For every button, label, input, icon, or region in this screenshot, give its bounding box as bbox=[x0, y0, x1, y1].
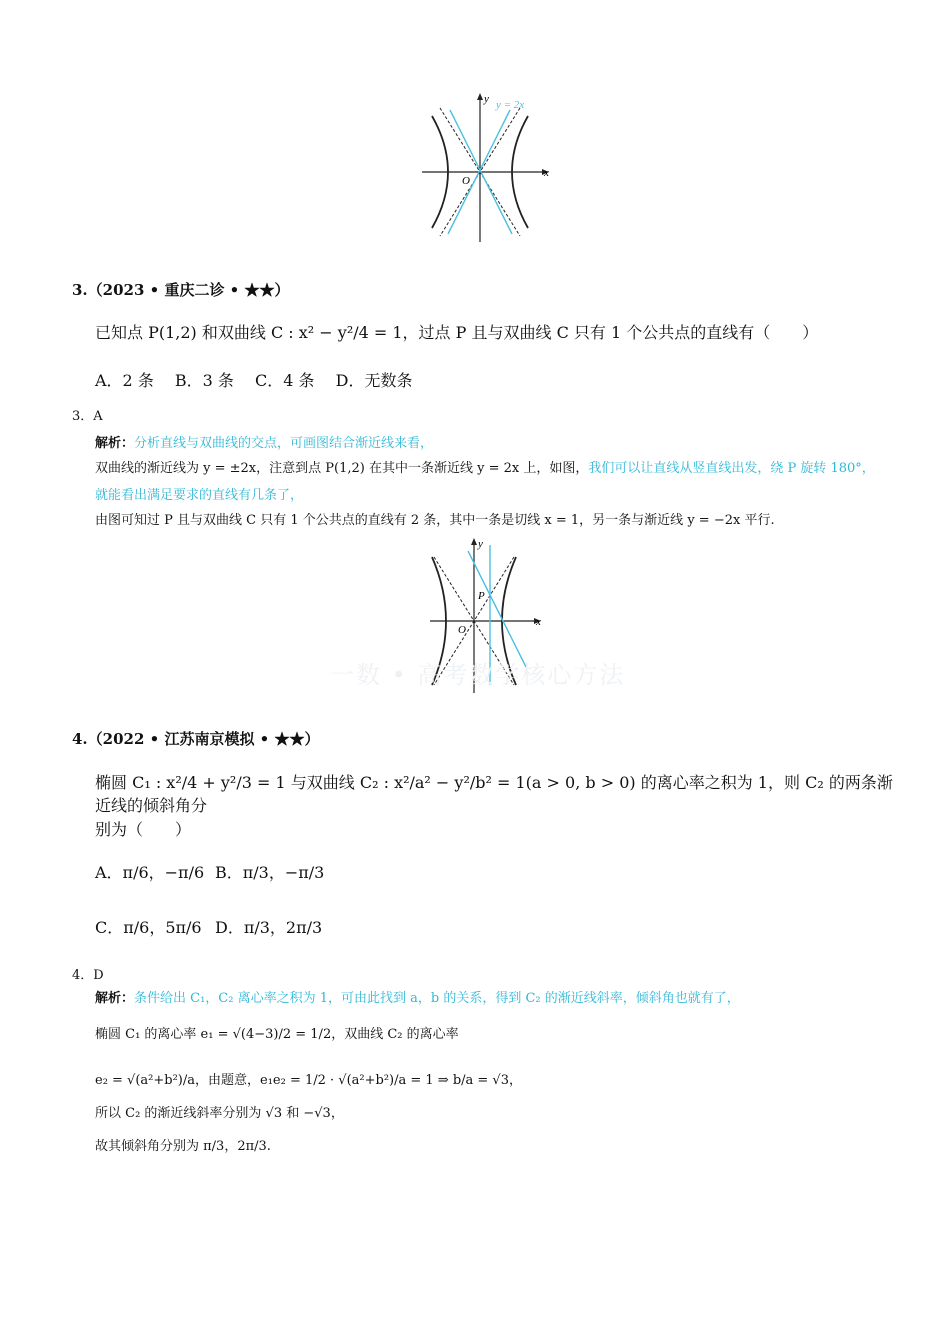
q4-analysis-line4: 故其倾斜角分别为 π/3，2π/3. bbox=[95, 1139, 271, 1154]
q3-answer: 3．A bbox=[72, 409, 103, 424]
q4-analysis-line0 bbox=[95, 990, 915, 1008]
q4-analysis-line1: 椭圆 C₁ 的离心率 e₁ = √(4−3)/2 = 1/2，双曲线 C₂ 的离心率 bbox=[95, 1027, 459, 1042]
q3-options: A．2 条 B．3 条 C．4 条 D．无数条 bbox=[95, 371, 413, 390]
label-y: y bbox=[484, 93, 489, 105]
q3-analysis-line1 bbox=[95, 435, 433, 453]
q4-analysis-line3: 所以 C₂ 的渐近线斜率分别为 √3 和 −√3， bbox=[95, 1106, 344, 1121]
hyperbola-figure-1 bbox=[418, 88, 558, 246]
q3-analysis-line4: 由图可知过 P 且与双曲线 C 只有 1 个公共点的直线有 2 条，其中一条是切线 x = 1，另一条与渐近线 y = −2x 平行. bbox=[95, 513, 775, 528]
label-x: x bbox=[544, 167, 549, 179]
y-axis-arrow bbox=[471, 538, 477, 545]
q4-stem-line1: 椭圆 C₁ : x²/4 + y²/3 = 1 与双曲线 C₂ : x²/a² − y²/b² = 1(a > 0, b > 0) 的离心率之积为 1，则 C₂ 的两条渐近线的倾斜角分 bbox=[95, 773, 893, 815]
analysis-hint: 分析直线与双曲线的交点，可画图结合渐近线来看， bbox=[134, 436, 434, 451]
analysis-label: 解析： bbox=[95, 436, 135, 451]
q4-option-d: D．π/3，2π/3 bbox=[215, 918, 323, 937]
analysis-label: 解析： bbox=[95, 991, 135, 1006]
q4-analysis-line2: e₂ = √(a²+b²)/a，由题意，e₁e₂ = 1/2 · √(a²+b²)/a = 1 ⇒ b/a = √3， bbox=[95, 1073, 522, 1088]
q4-option-a: A．π/6，−π/6 bbox=[95, 863, 205, 882]
label-P: P bbox=[478, 590, 485, 602]
label-line: y = 2x bbox=[496, 99, 525, 111]
label-origin: O bbox=[462, 175, 470, 187]
q3-stem: 已知点 P(1,2) 和双曲线 C : x² − y²/4 = 1，过点 P 且与双曲线 C 只有 1 个公共点的直线有（ ） bbox=[95, 323, 819, 342]
line2-text: 双曲线的渐近线为 y = ±2x，注意到点 P(1,2) 在其中一条渐近线 y = 2x 上，如图， bbox=[95, 461, 589, 476]
q4-stem-line2: 别为（ ） bbox=[95, 820, 192, 839]
q4-answer: 4．D bbox=[72, 968, 104, 983]
q3-header: 3.（2023 • 重庆二诊 • ★★） bbox=[72, 281, 290, 299]
analysis-hint: 条件给出 C₁，C₂ 离心率之积为 1，可由此找到 a，b 的关系，得到 C₂ 的渐近线斜率，倾斜角也就有了， bbox=[134, 991, 740, 1006]
q3-analysis-line3: 就能看出满足要求的直线有几条了， bbox=[95, 488, 304, 503]
q4-option-c: C．π/6，5π/6 bbox=[95, 918, 202, 937]
label-x: x bbox=[536, 616, 541, 628]
line2-hint: 我们可以让直线从竖直线出发，绕 P 旋转 180°， bbox=[588, 461, 875, 476]
q3-analysis-line2 bbox=[95, 460, 895, 478]
y-axis-arrow bbox=[477, 93, 483, 100]
q4-header: 4.（2022 • 江苏南京模拟 • ★★） bbox=[72, 730, 320, 748]
q4-option-b: B．π/3，−π/3 bbox=[215, 863, 325, 882]
label-origin: O bbox=[458, 624, 466, 636]
line-parallel-neg2x bbox=[468, 551, 526, 667]
label-y: y bbox=[478, 538, 483, 550]
watermark: 一数 • 高考数学核心方法 bbox=[330, 661, 626, 689]
